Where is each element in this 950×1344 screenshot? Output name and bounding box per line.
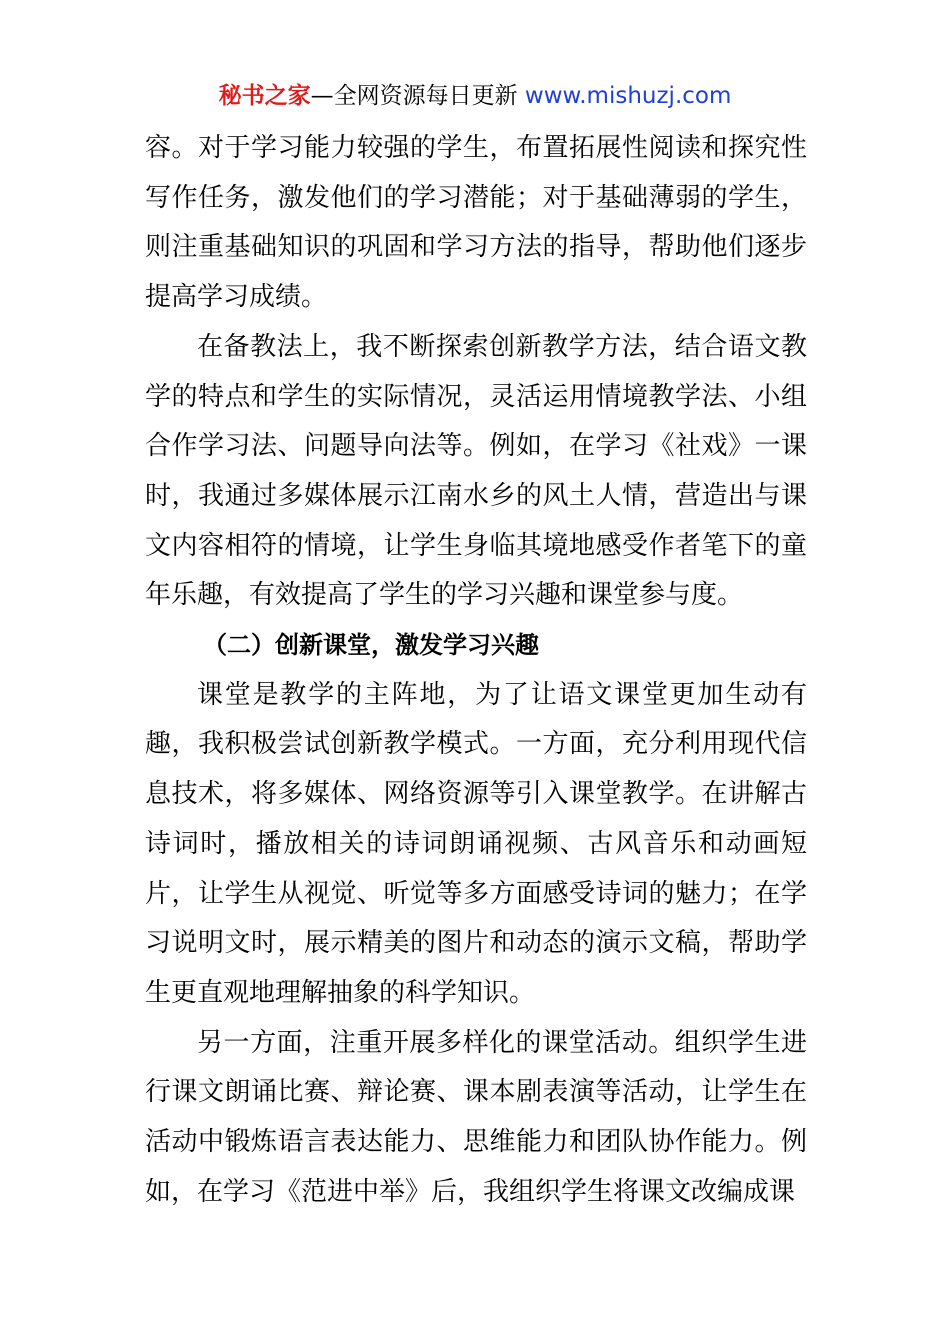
page-header <box>0 78 950 114</box>
paragraph-continuation: 容。对于学习能力较强的学生，布置拓展性阅读和探究性写作任务，激发他们的学习潜能；对于基础薄弱的学生，则注重基础知识的巩固和学习方法的指导，帮助他们逐步提高学习成绩。 <box>145 133 807 313</box>
section-heading: （二）创新课堂，激发学习兴趣 <box>203 631 539 660</box>
paragraph-teaching-methods: 在备教法上，我不断探索创新教学方法，结合语文教学的特点和学生的实际情况，灵活运用情境教学法、小组合作学习法、问题导向法等。例如，在学习《社戏》一课时，我通过多媒体展示江南水乡的风土人情，营造出与课文内容相符的情境，让学生身临其境地感受作者笔下的童年乐趣，有效提高了学生的学习兴趣和课堂参与度。 <box>145 331 807 611</box>
document-body <box>145 124 807 1217</box>
paragraph-innovative-classroom: 课堂是教学的主阵地，为了让语文课堂更加生动有趣，我积极尝试创新教学模式。一方面，充分利用现代信息技术，将多媒体、网络资源等引入课堂教学。在讲解古诗词时，播放相关的诗词朗诵视频、古风音乐和动画短片，让学生从视觉、听觉等多方面感受诗词的魅力；在学习说明文时，展示精美的图片和动态的演示文稿，帮助学生更直观地理解抽象的科学知识。 <box>145 679 807 1008</box>
header-tagline: —全网资源每日更新 <box>310 83 525 109</box>
paragraph-classroom-activities: 另一方面，注重开展多样化的课堂活动。组织学生进行课文朗诵比赛、辩论赛、课本剧表演等活动，让学生在活动中锻炼语言表达能力、思维能力和团队协作能力。例如，在学习《范进中举》后，我组织学生将课文改编成课 <box>145 1027 807 1207</box>
brand-name: 秘书之家 <box>218 83 311 109</box>
site-url-link[interactable]: www.mishuzj.com <box>524 83 732 109</box>
